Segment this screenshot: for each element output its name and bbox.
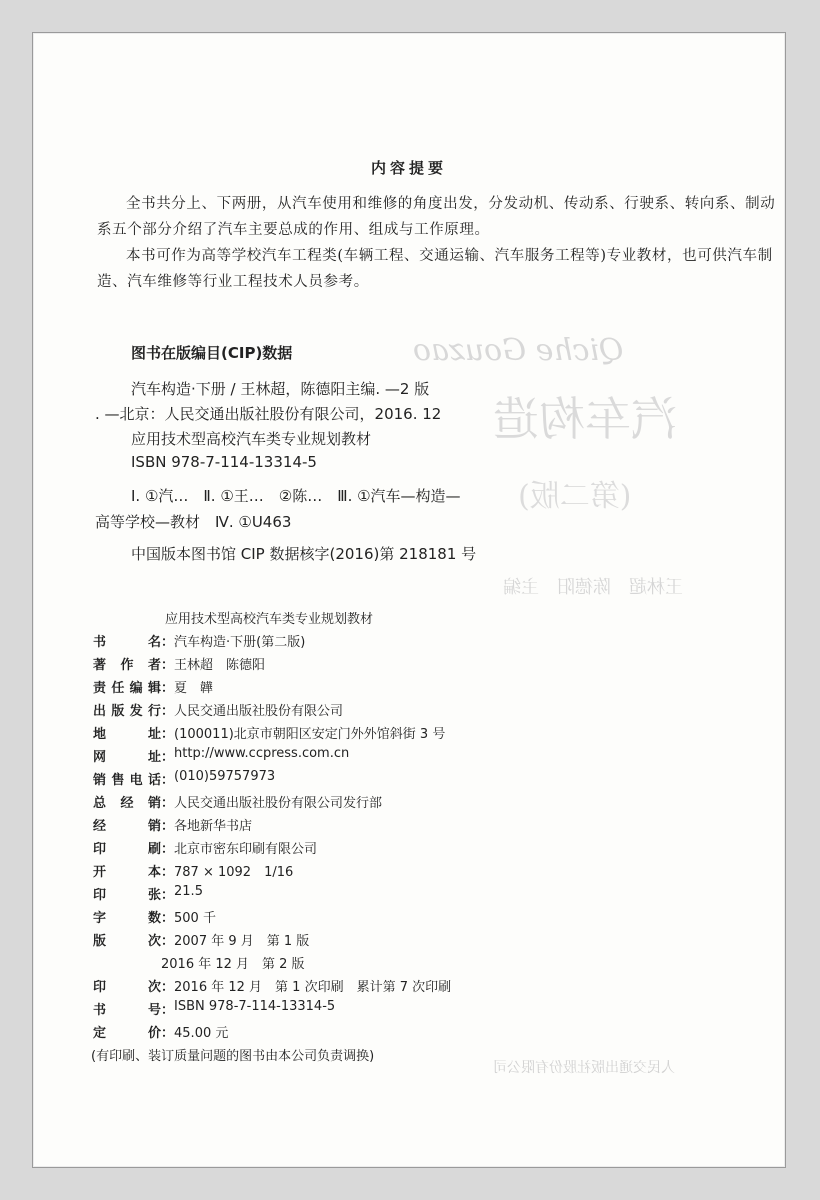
summary-paragraph: 本书可作为高等学校汽车工程类(车辆工程、交通运输、汽车服务工程等)专业教材，也可供汽车制造、汽车维修等行业工程技术人员参考。 xyxy=(97,248,773,290)
info-value: 汽车构造·下册(第二版) xyxy=(174,635,306,650)
info-label: 总经销 xyxy=(93,796,161,811)
info-row-address: 地址 ： (100011)北京市朝阳区安定门外外馆斜街 3 号 xyxy=(93,723,445,743)
info-row-distributor: 总经销 ： 人民交通出版社股份有限公司发行部 xyxy=(93,792,382,812)
info-label: 地址 xyxy=(93,727,161,742)
summary-title: 内容提要 xyxy=(370,159,447,177)
info-row-wordcount: 字数 ： 500 千 xyxy=(93,907,216,927)
info-row-printer: 印刷 ： 北京市密东印刷有限公司 xyxy=(93,838,317,858)
cip-line: ISBN 978-7-114-13314-5 xyxy=(131,453,317,471)
cip-line: . —北京：人民交通出版社股份有限公司，2016. 12 xyxy=(95,405,442,423)
info-value: 787 × 1092 1/16 xyxy=(174,865,294,880)
info-value: 各地新华书店 xyxy=(174,819,253,834)
cip-line: 中国版本图书馆 CIP 数据核字(2016)第 218181 号 xyxy=(131,545,477,563)
info-value: 45.00 元 xyxy=(174,1026,229,1041)
info-label: 书名 xyxy=(93,635,161,650)
info-label: 字数 xyxy=(93,911,161,926)
info-row-printing: 印次 ： 2016 年 12 月 第 1 次印刷 累计第 7 次印刷 xyxy=(93,976,451,996)
info-label: 经销 xyxy=(93,819,161,834)
summary-paragraph: 全书共分上、下两册，从汽车使用和维修的角度出发，分发动机、传动系、行驶系、转向系、制动系五个部分介绍了汽车主要总成的作用、组成与工作原理。 xyxy=(97,196,776,238)
info-value: 2016 年 12 月 第 2 版 xyxy=(161,957,305,972)
showthrough-pinyin: Qiche Gouzao xyxy=(413,333,624,368)
info-label: 印次 xyxy=(93,980,161,995)
summary-body xyxy=(97,191,787,295)
info-row-sheets: 印张 ： 21.5 xyxy=(93,884,203,903)
cip-line: 汽车构造·下册 / 王林超，陈德阳主编. —2 版 xyxy=(131,380,430,398)
info-row-website: 网址 ： http://www.ccpress.com.cn xyxy=(93,746,350,765)
info-label: 书号 xyxy=(93,1003,161,1018)
info-row-title: 书名 ： 汽车构造·下册(第二版) xyxy=(93,631,305,651)
copyright-page xyxy=(32,32,786,1168)
info-label: 责任编辑 xyxy=(93,681,161,696)
cip-line: 应用技术型高校汽车类专业规划教材 xyxy=(131,430,372,448)
series-name: 应用技术型高校汽车类专业规划教材 xyxy=(165,612,374,627)
info-value: (100011)北京市朝阳区安定门外外馆斜街 3 号 xyxy=(174,727,446,742)
info-value: 北京市密东印刷有限公司 xyxy=(174,842,318,857)
showthrough-title: 汽车构造 xyxy=(493,392,677,446)
info-value: 2016 年 12 月 第 1 次印刷 累计第 7 次印刷 xyxy=(174,980,452,995)
info-row-format: 开本 ： 787 × 1092 1/16 xyxy=(93,861,293,881)
info-row-retailer: 经销 ： 各地新华书店 xyxy=(93,815,252,835)
info-value: 夏 韡 xyxy=(174,681,214,696)
info-value: 21.5 xyxy=(174,884,203,899)
info-row-author: 著作者 ： 王林超 陈德阳 xyxy=(93,654,265,674)
info-value: 500 千 xyxy=(174,911,216,926)
showthrough-publisher: 人民交通出版社股份有限公司 xyxy=(493,1060,675,1076)
info-row-edition-2 xyxy=(161,953,305,973)
info-value: 2007 年 9 月 第 1 版 xyxy=(174,934,310,949)
info-value: 人民交通出版社股份有限公司发行部 xyxy=(174,796,383,811)
info-label: 著作者 xyxy=(93,658,161,673)
info-value: 王林超 陈德阳 xyxy=(174,658,266,673)
quality-note: (有印刷、装订质量问题的图书由本公司负责调换) xyxy=(91,1049,375,1064)
info-row-edition: 版次 ： 2007 年 9 月 第 1 版 xyxy=(93,930,309,950)
info-row-phone: 销售电话 ： (010)59757973 xyxy=(93,769,276,788)
info-label: 印张 xyxy=(93,888,161,903)
info-value: 人民交通出版社股份有限公司 xyxy=(174,704,344,719)
info-row-editor: 责任编辑 ： 夏 韡 xyxy=(93,677,213,697)
info-label: 开本 xyxy=(93,865,161,880)
info-row-publisher: 出版发行 ： 人民交通出版社股份有限公司 xyxy=(93,700,343,720)
info-value: http://www.ccpress.com.cn xyxy=(174,746,350,761)
info-label: 版次 xyxy=(93,934,161,949)
info-label: 出版发行 xyxy=(93,704,161,719)
info-row-isbn: 书号 ： ISBN 978-7-114-13314-5 xyxy=(93,999,336,1018)
showthrough-edition: (第二版) xyxy=(518,479,632,514)
info-row-price: 定价 ： 45.00 元 xyxy=(93,1022,228,1042)
info-value: ISBN 978-7-114-13314-5 xyxy=(174,999,336,1014)
info-value: (010)59757973 xyxy=(174,769,276,784)
cip-heading: 图书在版编目(CIP)数据 xyxy=(131,344,293,362)
info-label: 定价 xyxy=(93,1026,161,1041)
cip-line: Ⅰ. ①汽… Ⅱ. ①王… ②陈… Ⅲ. ①汽车—构造— xyxy=(131,487,461,505)
cip-line: 高等学校—教材 Ⅳ. ①U463 xyxy=(95,513,292,531)
info-label: 销售电话 xyxy=(93,773,161,788)
info-label: 网址 xyxy=(93,750,161,765)
info-label: 印刷 xyxy=(93,842,161,857)
showthrough-authors: 王林超 陈德阳 主编 xyxy=(503,577,683,598)
